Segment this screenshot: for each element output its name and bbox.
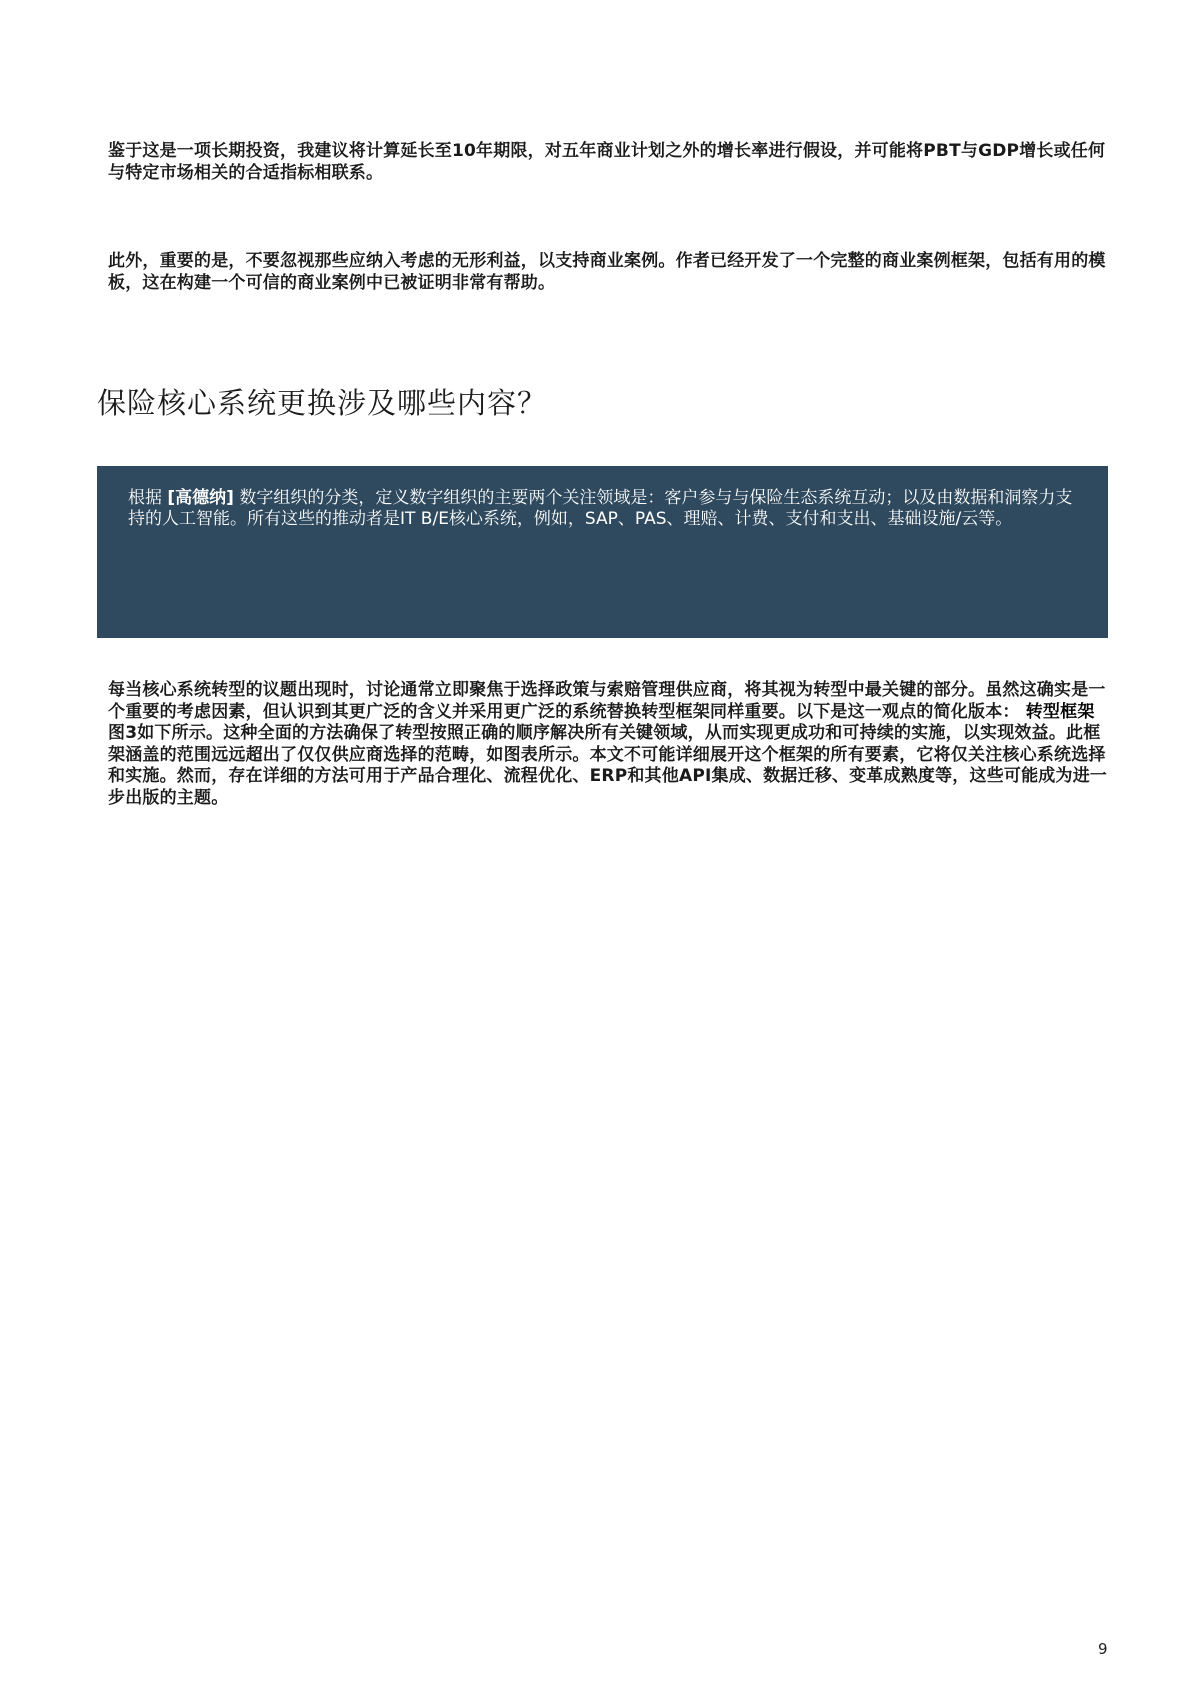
- callout-source-reference: [高德纳]: [167, 488, 234, 508]
- paragraph3-part1: 每当核心系统转型的议题出现时，讨论通常立即聚焦于选择政策与索赔管理供应商，将其视为转型中最关键的部分。虽然这确实是一个重要的考虑因素，但认识到其更广泛的含义并采用更广泛的系统替换转型框架同样重要。以下是这一观点的简化版本：: [108, 680, 1106, 722]
- callout-prefix: 根据: [128, 488, 168, 508]
- body-paragraph-3: [108, 680, 1113, 809]
- callout-box: [97, 466, 1108, 638]
- page-number: 9: [1098, 1640, 1108, 1658]
- paragraph3-part2: 图3如下所示。这种全面的方法确保了转型按照正确的顺序解决所有关键领域，从而实现更成功和可持续的实施，以实现效益。此框架涵盖的范围远远超出了仅仅供应商选择的范畴，如图表所示。本文不可能详细展开这个框架的所有要素，它将仅关注核心系统选择和实施。然而，存在详细的方法可用于产品合理化、流程优化、ERP和其他API集成、数据迁移、变革成熟度等，这些可能成为进一步出版的主题。: [108, 723, 1108, 808]
- callout-body: 数字组织的分类，定义数字组织的主要两个关注领域是：客户参与与保险生态系统互动；以及由数据和洞察力支持的人工智能。所有这些的推动者是IT B/E核心系统，例如，SAP、PAS、理赔、计费、支付和支出、基础设施/云等。: [128, 488, 1073, 529]
- body-paragraph-1: 鉴于这是一项长期投资，我建议将计算延长至10年期限，对五年商业计划之外的增长率进行假设，并可能将PBT与GDP增长或任何与特定市场相关的合适指标相联系。: [108, 141, 1106, 183]
- body-paragraph-2: 此外，重要的是，不要忽视那些应纳入考虑的无形利益，以支持商业案例。作者已经开发了一个完整的商业案例框架，包括有用的模板，这在构建一个可信的商业案例中已被证明非常有帮助。: [108, 251, 1106, 293]
- callout-text: [128, 488, 1078, 530]
- section-heading: 保险核心系统更换涉及哪些内容？: [97, 386, 548, 420]
- transformation-framework-reference: 转型框架: [1025, 701, 1095, 722]
